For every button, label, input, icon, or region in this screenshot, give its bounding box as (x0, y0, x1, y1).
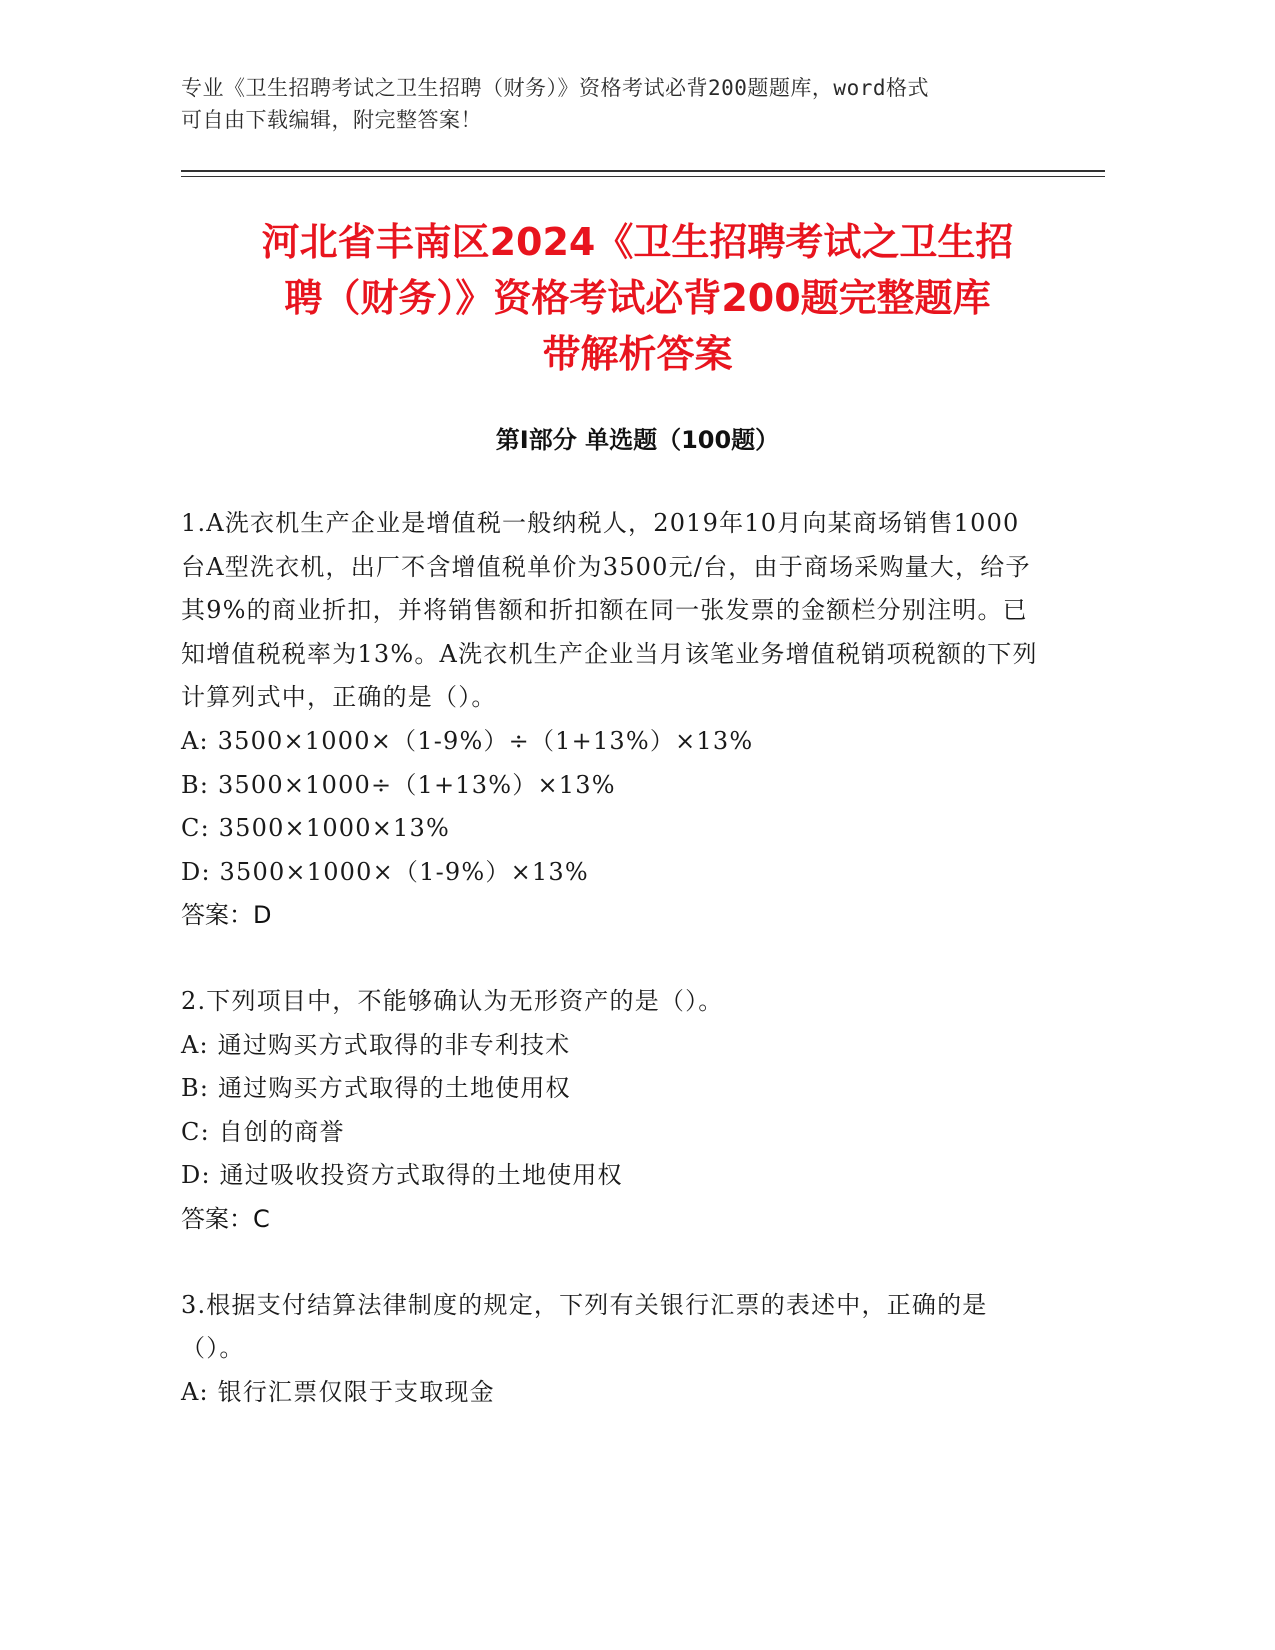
document-title-line1: 河北省丰南区2024《卫生招聘考试之卫生招 (261, 220, 1014, 264)
question-list (181, 502, 1041, 1456)
document-title (150, 214, 1125, 382)
question-stem: 2.下列项目中，不能够确认为无形资产的是（）。 (181, 986, 724, 1015)
option-a: A: 银行汇票仅限于支取现金 (181, 1377, 495, 1406)
option-b: B: 3500×1000÷（1+13%）×13% (181, 770, 616, 799)
option-c: C: 3500×1000×13% (181, 814, 450, 843)
option-b: B: 通过购买方式取得的土地使用权 (181, 1074, 571, 1103)
option-c: C: 自创的商誉 (181, 1117, 345, 1146)
question-1 (181, 502, 1041, 938)
option-d: D: 通过吸收投资方式取得的土地使用权 (181, 1161, 623, 1190)
question-stem: 3.根据支付结算法律制度的规定，下列有关银行汇票的表述中，正确的是（）。 (181, 1290, 988, 1363)
header-divider-thick (181, 170, 1105, 172)
document-title-line2: 聘（财务）》资格考试必背200题完整题库 (284, 276, 991, 320)
header-note (181, 72, 1051, 136)
option-a: A: 通过购买方式取得的非专利技术 (181, 1030, 571, 1059)
header-note-line1: 专业《卫生招聘考试之卫生招聘（财务）》资格考试必背200题题库，word格式 (181, 76, 929, 100)
answer-label: 答案：D (181, 901, 272, 930)
answer-label: 答案：C (181, 1204, 270, 1233)
question-3 (181, 1284, 1041, 1415)
document-title-line3: 带解析答案 (542, 332, 733, 376)
question-stem: 1.A洗衣机生产企业是增值税一般纳税人，2019年10月向某商场销售1000台A型洗衣机，出厂不含增值税单价为3500元/台，由于商场采购量大，给予其9%的商业折扣，并将销售额和折扣额在同一张发票的金额栏分别注明。已知增值税税率为13%。A洗衣机生产企业当月该笔业务增值税销项税额的下列计算列式中，正确的是（）。 (181, 509, 1038, 712)
option-a: A: 3500×1000×（1-9%）÷（1+13%）×13% (181, 726, 754, 755)
option-d: D: 3500×1000×（1-9%）×13% (181, 857, 589, 886)
section-title: 第Ⅰ部分 单选题（100题） (495, 426, 780, 454)
header-divider-thin (181, 176, 1105, 177)
header-note-line2: 可自由下载编辑，附完整答案！ (181, 108, 482, 132)
question-2 (181, 980, 1041, 1242)
